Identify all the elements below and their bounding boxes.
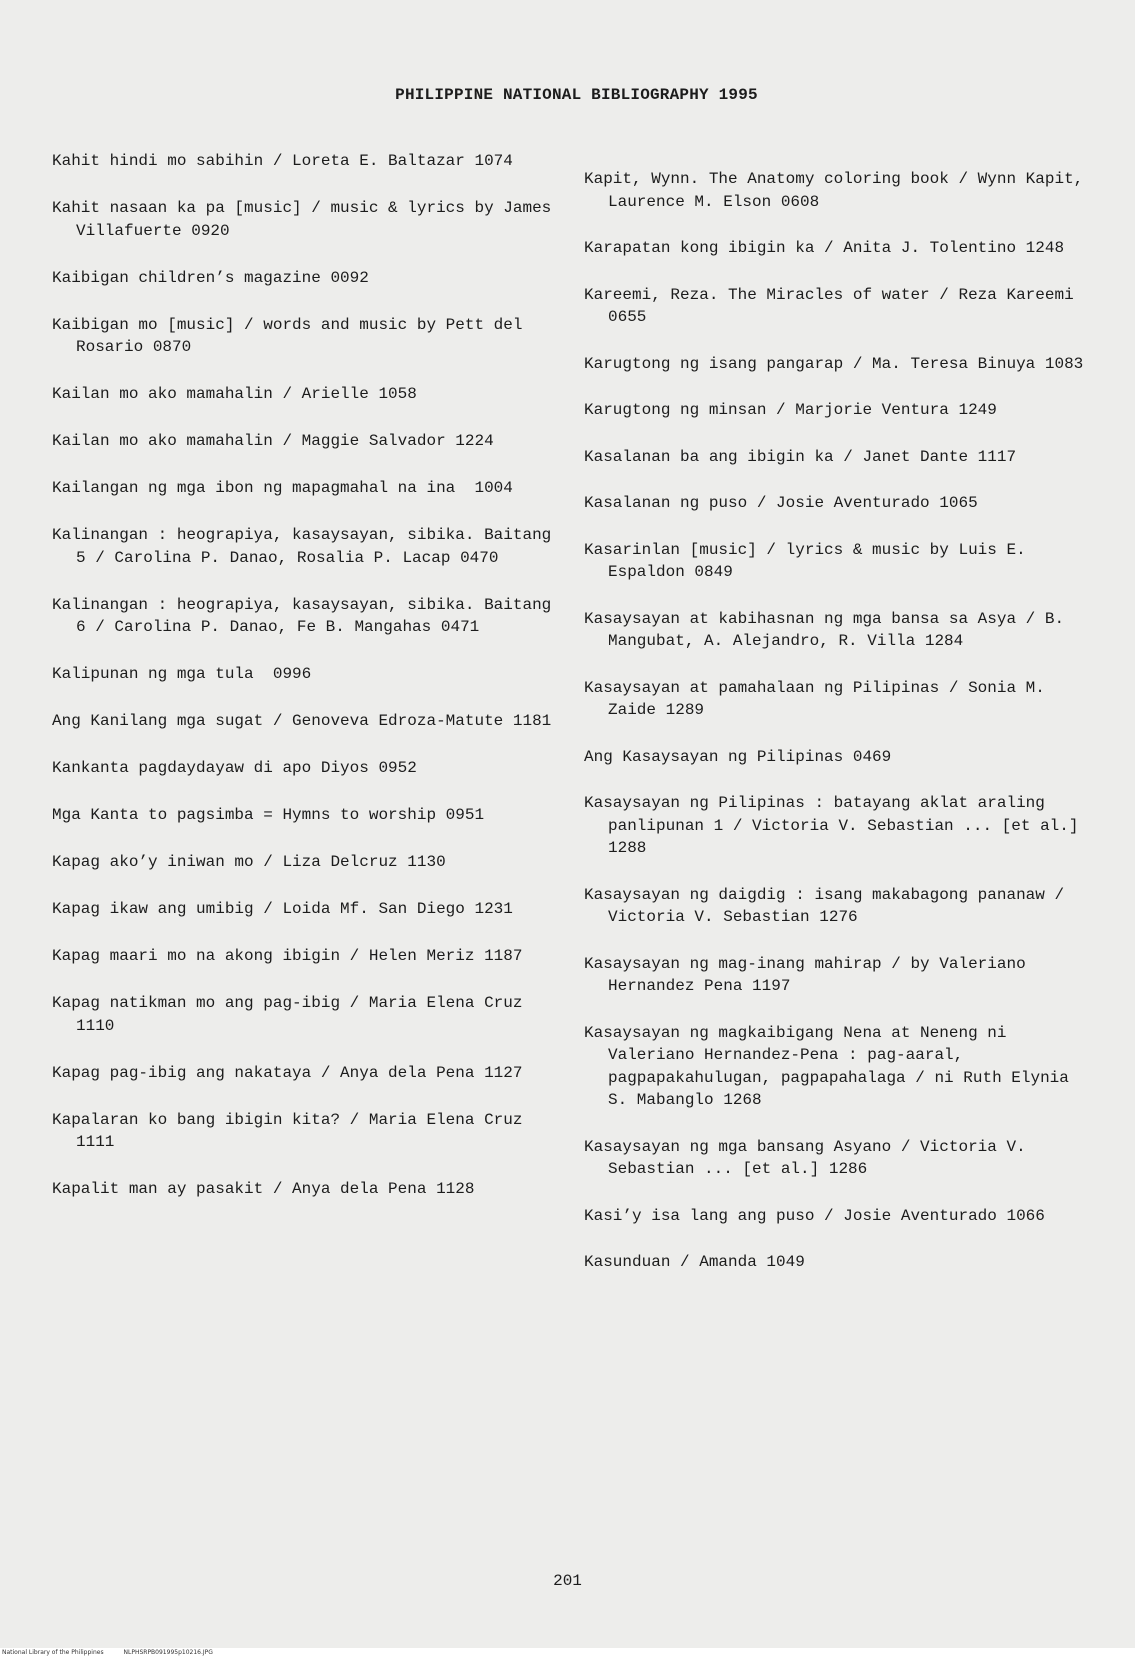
page-number: 201 (553, 1572, 582, 1590)
bibliography-entry: Kapit, Wynn. The Anatomy coloring book / Wynn Kapit, Laurence M. Elson 0608 (584, 170, 1093, 211)
bibliography-entry: Kasalanan ng puso / Josie Aventurado 1065 (584, 494, 978, 512)
bibliography-entry: Kasaysayan ng Pilipinas : batayang aklat araling panlipunan 1 / Victoria V. Sebastian ... [et al.] 1288 (584, 794, 1089, 857)
bibliography-entry: Karapatan kong ibigin ka / Anita J. Tolentino 1248 (584, 239, 1065, 257)
bibliography-entry: Kapalaran ko bang ibigin kita? / Maria Elena Cruz 1111 (52, 1110, 533, 1151)
bibliography-entry: Kasaysayan ng daigdig : isang makabagong pananaw / Victoria V. Sebastian 1276 (584, 885, 1074, 926)
bibliography-entry: Kasaysayan at kabihasnan ng mga bansa sa Asya / B. Mangubat, A. Alejandro, R. Villa 1284 (584, 609, 1074, 650)
bibliography-entry: Kalipunan ng mga tula 0996 (52, 665, 312, 683)
bibliography-entry: Kasunduan / Amanda 1049 (584, 1253, 805, 1271)
page-header: PHILIPPINE NATIONAL BIBLIOGRAPHY 1995 (395, 86, 758, 104)
bibliography-entry: Kasalanan ba ang ibigin ka / Janet Dante 1117 (584, 447, 1017, 466)
bibliography-entry: Karugtong ng isang pangarap / Ma. Teresa Binuya 1083 (584, 354, 1084, 373)
bibliography-entry: Kapag ako’y iniwan mo / Liza Delcruz 1130 (52, 853, 446, 871)
bibliography-entry: Kapalit man ay pasakit / Anya dela Pena 1128 (52, 1180, 475, 1198)
bibliography-entry: Kareemi, Reza. The Miracles of water / Reza Kareemi 0655 (584, 285, 1084, 326)
bibliography-entry: Kailan mo ako mamahalin / Maggie Salvador 1224 (52, 432, 494, 450)
bibliography-entry: Kasarinlan [music] / lyrics & music by Luis E. Espaldon 0849 (584, 540, 1036, 581)
bibliography-entry: Kankanta pagdaydayaw di apo Diyos 0952 (52, 759, 417, 777)
bibliography-entry: Kasaysayan ng mga bansang Asyano / Victoria V. Sebastian ... [et al.] 1286 (584, 1137, 1036, 1178)
bibliography-entry: Kapag ikaw ang umibig / Loida Mf. San Diego 1231 (52, 900, 513, 918)
bibliography-entry: Kalinangan : heograpiya, kasaysayan, sibika. Baitang 6 / Carolina P. Danao, Fe B. Mangahas 0471 (52, 595, 561, 636)
footer-library: National Library of the Philippines (2, 1649, 104, 1656)
left-column (52, 150, 562, 1225)
bibliography-entry: Kapag natikman mo ang pag-ibig / Maria Elena Cruz 1110 (52, 994, 533, 1035)
bibliography-entry: Ang Kasaysayan ng Pilipinas 0469 (584, 747, 892, 766)
bibliography-entry: Kahit nasaan ka pa [music] / music & lyrics by James Villafuerte 0920 (52, 199, 561, 240)
bibliography-entry: Kahit hindi mo sabihin / Loreta E. Baltazar 1074 (52, 152, 513, 170)
bibliography-entry: Kasi’y isa lang ang puso / Josie Aventurado 1066 (584, 1206, 1045, 1225)
bibliography-entry: Kaibigan children’s magazine 0092 (52, 268, 369, 287)
bibliography-entry: Kasaysayan ng magkaibigang Nena at Neneng ni Valeriano Hernandez-Pena : pag-aaral, pagpapakahulugan, pagpapahalaga / ni Ruth Elynia S. Mabanglo 1268 (584, 1023, 1079, 1109)
scan-footer (0, 1648, 1135, 1658)
bibliography-entry: Ang Kanilang mga sugat / Genoveva Edroza-Matute 1181 (52, 712, 552, 730)
bibliography-entry: Kapag maari mo na akong ibigin / Helen Meriz 1187 (52, 947, 523, 965)
right-column (584, 168, 1094, 1298)
bibliography-entry: Kailan mo ako mamahalin / Arielle 1058 (52, 385, 417, 403)
bibliography-entry: Kasaysayan ng mag-inang mahirap / by Valeriano Hernandez Pena 1197 (584, 954, 1036, 995)
footer-file-code: NLPHSRPB091995p10216.JPG (123, 1649, 213, 1656)
bibliography-entry: Mga Kanta to pagsimba = Hymns to worship 0951 (52, 806, 485, 824)
bibliography-entry: Kalinangan : heograpiya, kasaysayan, sibika. Baitang 5 / Carolina P. Danao, Rosalia P. Lacap 0470 (52, 526, 561, 567)
bibliography-entry: Karugtong ng minsan / Marjorie Ventura 1249 (584, 401, 997, 419)
bibliography-entry: Kapag pag-ibig ang nakataya / Anya dela Pena 1127 (52, 1063, 523, 1082)
bibliography-entry: Kasaysayan at pamahalaan ng Pilipinas / Sonia M. Zaide 1289 (584, 678, 1055, 719)
bibliography-entry: Kaibigan mo [music] / words and music by Pett del Rosario 0870 (52, 315, 533, 356)
bibliography-entry: Kailangan ng mga ibon ng mapagmahal na ina 1004 (52, 479, 513, 497)
